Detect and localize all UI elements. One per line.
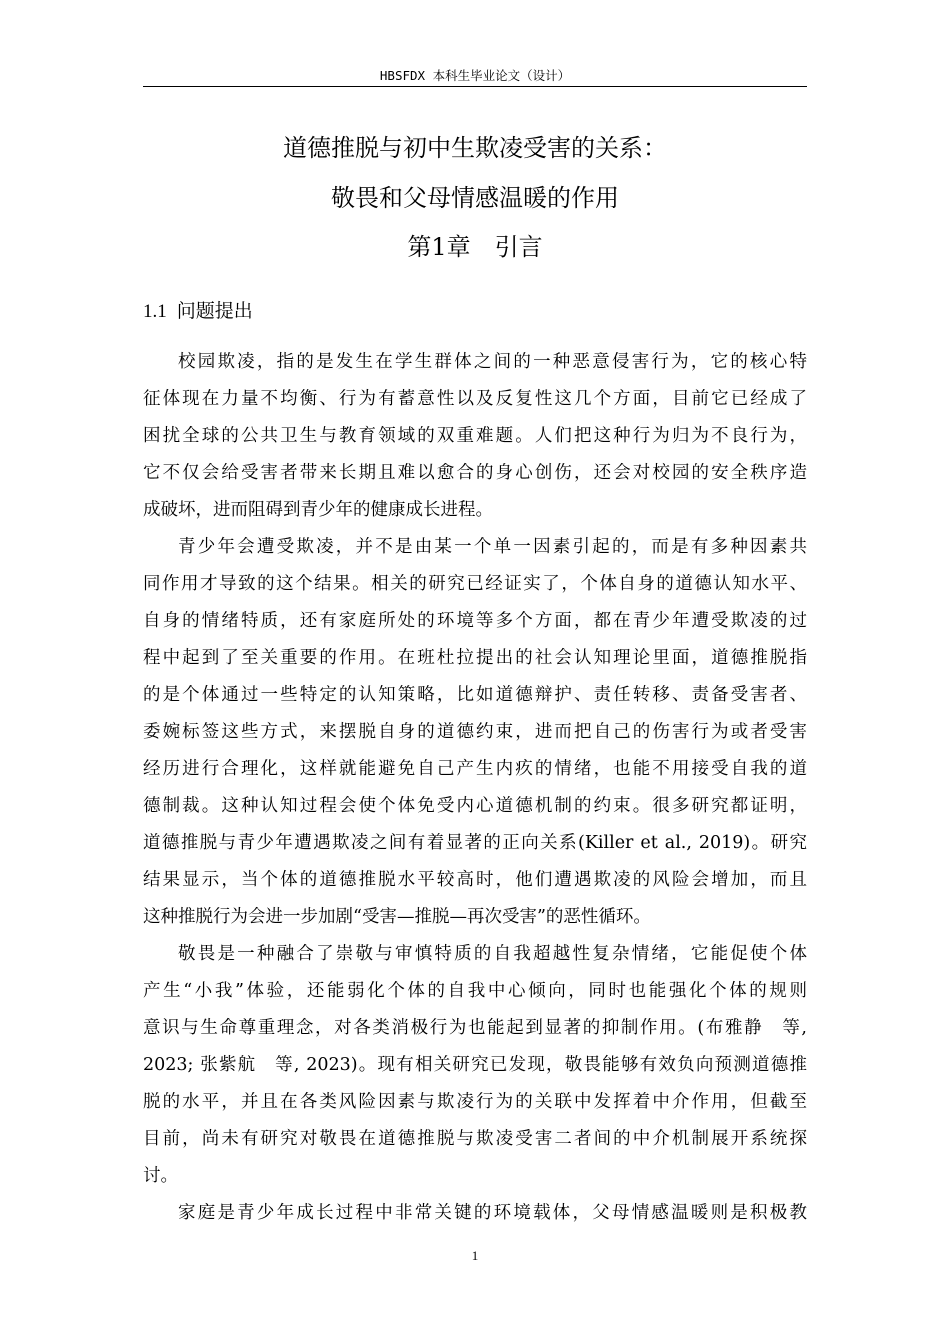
paragraph-line: 的是个体通过一些特定的认知策略，比如道德辩护、责任转移、责备受害者、 [143, 685, 807, 705]
paragraph-line: 征体现在力量不均衡、行为有蓄意性以及反复性这几个方面，目前它已经成了 [143, 389, 807, 409]
header-rule [143, 86, 807, 87]
page-number: 1 [471, 1248, 479, 1263]
paragraph-line: 产生“小我”体验，还能弱化个体的自我中心倾向，同时也能强化个体的规则 [143, 981, 807, 1001]
paragraph-line: 校园欺凌，指的是发生在学生群体之间的一种恶意侵害行为，它的核心特 [178, 352, 807, 372]
paragraph-line: 道德推脱与青少年遭遇欺凌之间有着显著的正向关系(Killer et al., 2019)。研究 [143, 833, 807, 853]
paragraph-line: 讨。 [143, 1166, 178, 1186]
paragraph-line: 委婉标签这些方式，来摆脱自身的道德约束，进而把自己的伤害行为或者受害 [143, 722, 807, 742]
paragraph-line: 家庭是青少年成长过程中非常关键的环境载体，父母情感温暖则是积极教 [178, 1203, 807, 1223]
paragraph-line: 成破坏，进而阻碍到青少年的健康成长进程。 [143, 500, 493, 520]
paragraph-line: 程中起到了至关重要的作用。在班杜拉提出的社会认知理论里面，道德推脱指 [143, 648, 807, 668]
section-heading [143, 296, 253, 327]
paragraph-line: 敬畏是一种融合了崇敬与审慎特质的自我超越性复杂情绪，它能促使个体 [178, 944, 807, 964]
paragraph-line: 它不仅会给受害者带来长期且难以愈合的身心创伤，还会对校园的安全秩序造 [143, 463, 807, 483]
paragraph-line: 同作用才导致的这个结果。相关的研究已经证实了，个体自身的道德认知水平、 [143, 574, 807, 594]
paragraph-line: 德制裁。这种认知过程会使个体免受内心道德机制的约束。很多研究都证明， [143, 796, 807, 816]
running-header: HBSFDX 本科生毕业论文（设计） [379, 68, 571, 83]
paragraph-line: 意识与生命尊重理念，对各类消极行为也能起到显著的抑制作用。(布雅静 等, [143, 1018, 807, 1038]
paragraph-line: 目前，尚未有研究对敬畏在道德推脱与欺凌受害二者间的中介机制展开系统探 [143, 1129, 807, 1149]
chapter-heading: 第1章 引言 [407, 233, 543, 261]
section-title: 问题提出 [176, 300, 253, 322]
paragraph-line: 这种推脱行为会进一步加剧“受害—推脱—再次受害”的恶性循环。 [143, 907, 651, 927]
body-text [143, 344, 807, 1232]
thesis-title-line-2: 敬畏和父母情感温暖的作用 [331, 184, 619, 212]
paragraph-line: 困扰全球的公共卫生与教育领域的双重难题。人们把这种行为归为不良行为， [143, 426, 807, 446]
paragraph-line: 经历进行合理化，这样就能避免自己产生内疚的情绪，也能不用接受自我的道 [143, 759, 807, 779]
paragraph-line: 2023; 张紫航 等, 2023)。现有相关研究已发现，敬畏能够有效负向预测道德推 [143, 1055, 807, 1075]
section-number: 1.1 [143, 301, 167, 322]
thesis-title-line-1: 道德推脱与初中生欺凌受害的关系： [283, 134, 667, 162]
paragraph-line: 脱的水平，并且在各类风险因素与欺凌行为的关联中发挥着中介作用，但截至 [143, 1092, 807, 1112]
paragraph-line: 青少年会遭受欺凌，并不是由某一个单一因素引起的，而是有多种因素共 [178, 537, 807, 557]
paragraph-line: 结果显示，当个体的道德推脱水平较高时，他们遭遇欺凌的风险会增加，而且 [143, 870, 807, 890]
paragraph-line: 自身的情绪特质，还有家庭所处的环境等多个方面，都在青少年遭受欺凌的过 [143, 611, 807, 631]
